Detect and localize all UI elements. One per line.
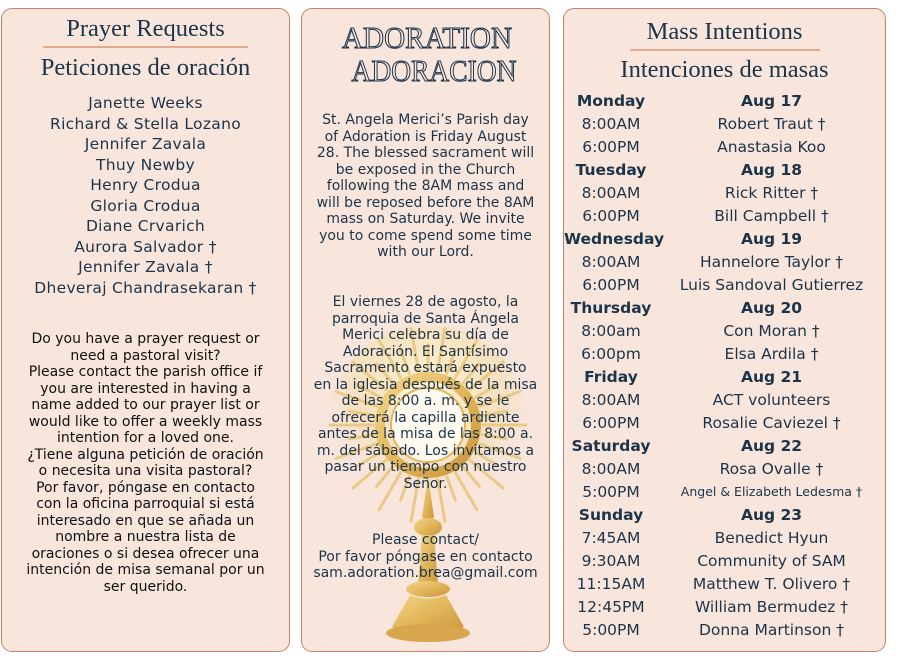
text-line: Merici celebra su día de <box>342 327 509 343</box>
intention-name: Benedict Hyun <box>714 528 829 547</box>
schedule-day-row <box>564 158 885 181</box>
prayer-title-es: Peticiones de oración <box>40 54 251 81</box>
text-line: of Adoration is Friday August <box>324 128 527 145</box>
mass-time: 8:00AM <box>581 252 641 271</box>
schedule-entry-row <box>564 388 885 411</box>
schedule-entry-row <box>564 480 885 503</box>
title-divider <box>630 49 820 51</box>
text-line: Sacramento estará expuesto <box>324 360 527 376</box>
mass-time: 8:00AM <box>581 183 641 202</box>
weekday-label: Tuesday <box>575 160 647 179</box>
schedule-entry-row <box>564 342 885 365</box>
mass-time: 11:15AM <box>576 574 646 593</box>
text-line: parroquia de Santa Ángela <box>332 310 519 327</box>
text-line: Adoración. El Santísimo <box>342 343 509 360</box>
mass-time: 5:00PM <box>582 482 640 501</box>
schedule-entry-row <box>564 526 885 549</box>
adoration-logo <box>332 15 522 85</box>
text-line: 28. The blessed sacrament will <box>316 145 535 161</box>
mass-time: 5:00PM <box>582 620 640 639</box>
request-line: Do you have a prayer request or <box>31 331 260 347</box>
intention-name: Matthew T. Olivero † <box>692 574 851 593</box>
schedule-entry-row <box>564 572 885 595</box>
date-label: Aug 20 <box>740 298 803 317</box>
schedule-day-row <box>564 296 885 319</box>
intention-name: Rick Ritter † <box>724 183 819 202</box>
prayer-name: Gloria Crodua <box>90 196 201 215</box>
schedule-entry-row <box>564 273 885 296</box>
date-label: Aug 21 <box>740 367 803 386</box>
mass-time: 6:00pm <box>581 344 641 363</box>
schedule-day-row <box>564 365 885 388</box>
schedule-day-row <box>564 503 885 526</box>
adoration-text-en <box>302 112 549 261</box>
schedule-entry-row <box>564 549 885 572</box>
prayer-name: Jennifer Zavala <box>84 135 207 153</box>
request-line: need a pastoral visit? <box>70 347 221 364</box>
intention-name: Bill Campbell † <box>714 206 829 225</box>
contact-line: Please contact/ <box>372 532 479 548</box>
contact-line: sam.adoration.brea@gmail.com <box>313 565 538 581</box>
weekday-label: Sunday <box>578 505 644 524</box>
schedule-entry-row <box>564 181 885 204</box>
prayer-title-en: Prayer Requests <box>66 15 225 42</box>
text-line: St. Angela Merici’s Parish day <box>322 112 529 128</box>
schedule-entry-row <box>564 618 885 641</box>
date-label: Aug 17 <box>740 91 803 110</box>
mass-intentions-panel <box>563 8 886 652</box>
text-line: El viernes 28 de agosto, la <box>332 294 519 310</box>
schedule-day-row <box>564 227 885 250</box>
intention-name: Angel & Elizabeth Ledesma † <box>680 484 863 499</box>
intention-name: Rosalie Caviezel † <box>702 413 841 432</box>
request-line: name added to our prayer list or <box>31 397 260 413</box>
mass-time: 8:00AM <box>581 114 641 133</box>
text-line: with our Lord. <box>377 244 474 260</box>
request-line: o necesita una visita pastoral? <box>38 463 253 479</box>
prayer-names-list <box>2 93 289 298</box>
text-line: will be reposed before the 8AM <box>316 194 535 211</box>
logo-text-es: ADORACION <box>351 53 517 85</box>
adoration-text-es <box>302 294 549 492</box>
text-line: ofrecerá la capilla ardiente <box>331 409 520 426</box>
weekday-label: Friday <box>584 367 638 386</box>
intention-name: Hannelore Taylor † <box>699 252 844 271</box>
mass-time: 7:45AM <box>581 528 641 547</box>
request-line: oraciones o si desea ofrecer una <box>31 545 260 562</box>
weekday-label: Saturday <box>571 436 651 455</box>
intention-name: ACT volunteers <box>712 390 831 409</box>
request-line: Por favor, póngase en contacto <box>36 479 255 496</box>
text-line: mass on Saturday. We invite <box>326 211 525 227</box>
text-line: pasar un tiempo con nuestro <box>324 459 527 475</box>
prayer-name: Dheveraj Chandrasekaran † <box>34 278 257 297</box>
prayer-name: Henry Crodua <box>90 176 201 194</box>
mass-schedule <box>564 89 885 641</box>
prayer-request-text <box>2 331 289 595</box>
prayer-name: Janette Weeks <box>88 94 203 112</box>
prayer-name: Richard & Stella Lozano <box>50 114 241 133</box>
intention-name: Robert Traut † <box>717 114 826 133</box>
request-line: ¿Tiene alguna petición de oración <box>27 446 264 463</box>
weekday-label: Wednesday <box>564 229 665 248</box>
contact-line: Por favor póngase en contacto <box>318 548 533 565</box>
request-line: you are interested in having a <box>40 380 251 397</box>
text-line: antes de la misa de las 8:00 a. <box>317 426 534 442</box>
text-line: m. del sábado. Los invitamos a <box>316 442 535 459</box>
intention-name: Community of SAM <box>697 551 846 570</box>
mass-time: 6:00PM <box>582 206 640 225</box>
intention-name: Elsa Ardila † <box>724 344 819 363</box>
schedule-day-row <box>564 434 885 457</box>
weekday-label: Monday <box>576 91 646 110</box>
text-line: you to come spend some time <box>319 227 532 244</box>
mass-time: 8:00AM <box>581 390 641 409</box>
intention-name: Anastasia Koo <box>717 137 826 156</box>
text-line: de las 8:00 a. m. y se le <box>341 393 510 409</box>
request-line: nombre a nuestra lista de <box>55 529 236 545</box>
request-line: ser querido. <box>103 578 188 595</box>
text-line: be exposed in the Church <box>335 161 516 178</box>
schedule-entry-row <box>564 319 885 342</box>
request-line: interesado en que se añada un <box>36 512 255 529</box>
prayer-requests-panel <box>1 8 290 652</box>
schedule-entry-row <box>564 457 885 480</box>
intention-name: William Bermudez † <box>694 597 849 616</box>
weekday-label: Thursday <box>570 298 652 317</box>
mass-time: 6:00PM <box>582 413 640 432</box>
date-label: Aug 19 <box>740 229 803 248</box>
schedule-entry-row <box>564 411 885 434</box>
request-line: Please contact the parish office if <box>28 364 263 380</box>
prayer-name: Aurora Salvador † <box>74 237 217 256</box>
prayer-name: Thuy Newby <box>95 155 196 174</box>
mass-time: 6:00PM <box>582 275 640 294</box>
mass-time: 8:00am <box>581 321 641 340</box>
intention-name: Luis Sandoval Gutierrez <box>679 275 864 294</box>
date-label: Aug 18 <box>740 160 803 179</box>
adoration-panel <box>301 8 550 652</box>
prayer-name: Diane Crvarich <box>85 217 206 235</box>
request-line: intención de misa semanal por un <box>26 562 265 578</box>
intention-name: Rosa Ovalle † <box>719 459 824 478</box>
date-label: Aug 23 <box>740 505 803 524</box>
date-label: Aug 22 <box>740 436 803 455</box>
adoration-contact <box>302 532 549 582</box>
mass-title-es: Intenciones de masas <box>620 56 829 83</box>
request-line: con la oficina parroquial si está <box>36 496 255 512</box>
mass-title-en: Mass Intentions <box>646 18 803 45</box>
request-line: intention for a loved one. <box>57 430 234 446</box>
schedule-entry-row <box>564 204 885 227</box>
schedule-entry-row <box>564 595 885 618</box>
mass-time: 8:00AM <box>581 459 641 478</box>
prayer-name: Jennifer Zavala † <box>78 258 213 276</box>
mass-time: 6:00PM <box>582 137 640 156</box>
mass-time: 9:30AM <box>581 551 641 570</box>
mass-time: 12:45PM <box>577 597 645 616</box>
schedule-entry-row <box>564 250 885 273</box>
intention-name: Donna Martinson † <box>698 620 844 639</box>
request-line: would like to offer a weekly mass <box>28 413 263 430</box>
intention-name: Con Moran † <box>723 321 820 340</box>
logo-text-en: ADORATION <box>342 20 512 55</box>
text-line: en la iglesia después de la misa <box>313 376 538 393</box>
schedule-entry-row <box>564 112 885 135</box>
text-line: Señor. <box>403 475 448 492</box>
schedule-entry-row <box>564 135 885 158</box>
title-divider <box>43 46 248 48</box>
schedule-day-row <box>564 89 885 112</box>
text-line: following the 8AM mass and <box>326 178 525 194</box>
